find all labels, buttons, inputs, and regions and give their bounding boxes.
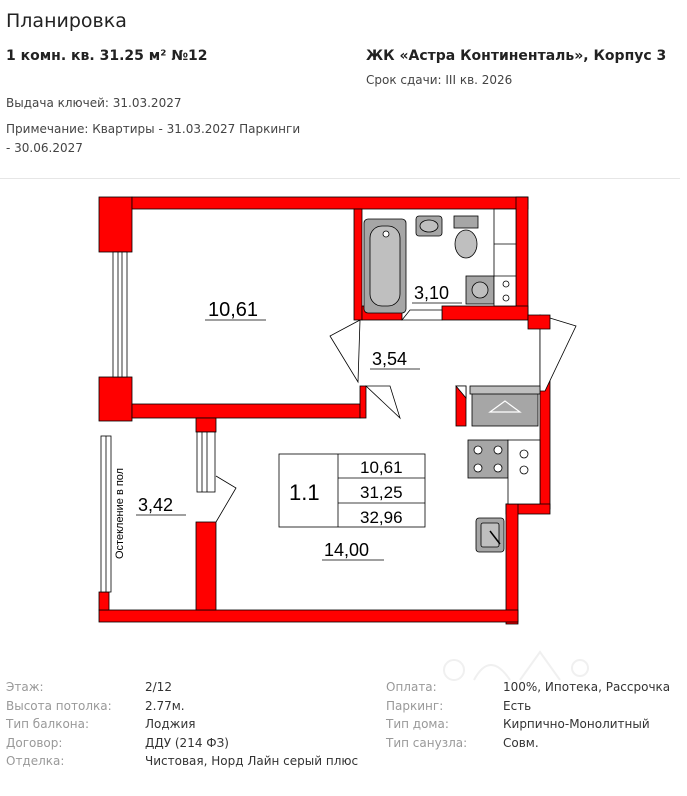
spec-label: Отделка:: [6, 754, 65, 769]
toilet: [454, 216, 478, 228]
spec-value: Чистовая, Норд Лайн серый плюс: [145, 754, 359, 769]
spec-row-house-type: [386, 715, 670, 734]
spec-value: Лоджия: [145, 717, 196, 732]
spec-value: 100%, Ипотека, Рассрочка: [503, 680, 671, 695]
spec-value: Кирпично-Монолитный: [503, 717, 650, 732]
note-text: Примечание: Квартиры - 31.03.2027 Паркинги - 30.06.2027: [6, 122, 301, 155]
spec-label: Оплата:: [386, 680, 437, 695]
spec-label: Высота потолка:: [6, 698, 112, 713]
spec-row-balcony: [6, 715, 358, 734]
glazing-label: Остекление в пол: [114, 467, 126, 559]
wall: [354, 209, 362, 320]
deadline-text: Срок сдачи: III кв. 2026: [366, 73, 513, 87]
wall: [516, 197, 528, 315]
room-area-label: 10,61: [208, 299, 259, 321]
wardrobe: [472, 390, 538, 426]
loggia-area-label: 3,42: [138, 495, 174, 515]
window: [113, 252, 127, 377]
apartment-number: 1.1: [289, 480, 320, 505]
spec-label: Тип балкона:: [6, 717, 90, 732]
spec-row-bathroom: [386, 734, 670, 753]
spec-label: Договор:: [6, 735, 63, 750]
wall: [360, 386, 366, 418]
shelf: [494, 209, 516, 306]
divider: [0, 178, 680, 179]
wall: [99, 377, 132, 421]
kitchen-area-label: 14,00: [324, 540, 370, 560]
wall: [132, 404, 360, 418]
spec-value: Есть: [503, 698, 532, 713]
door: [197, 432, 215, 492]
keys-issue-text: Выдача ключей: 31.03.2027: [6, 96, 182, 110]
spec-row-contract: [6, 734, 358, 753]
wall: [196, 418, 216, 432]
spec-row-finish: [6, 752, 358, 771]
wall: [99, 592, 109, 610]
summary-with-loggia: 32,96: [360, 508, 403, 527]
bath-area-label: 3,10: [414, 283, 450, 303]
page-title: Планировка: [6, 10, 127, 32]
hall-area-label: 3,54: [372, 349, 408, 369]
spec-label: Тип дома:: [386, 717, 449, 732]
spec-row-ceiling: [6, 697, 358, 716]
summary-total: 31,25: [360, 483, 403, 502]
wall: [506, 504, 518, 624]
wall: [99, 197, 132, 252]
specs-right: [386, 678, 670, 752]
spec-row-floor: [6, 678, 358, 697]
stove: [468, 440, 508, 478]
spec-label: Этаж:: [6, 680, 44, 695]
spec-value: 2/12: [145, 680, 172, 695]
spec-label: Паркинг:: [386, 698, 444, 713]
floor-plan: [0, 186, 600, 646]
spec-row-parking: [386, 697, 670, 716]
wall: [442, 306, 528, 320]
spec-value: 2.77м.: [145, 698, 185, 713]
wall: [132, 197, 528, 209]
wall: [196, 522, 216, 610]
flat-title: 1 комн. кв. 31.25 м² №12: [6, 48, 208, 64]
spec-label: Тип санузла:: [386, 735, 468, 750]
spec-value: ДДУ (214 ФЗ): [145, 735, 229, 750]
wall: [99, 610, 518, 622]
spec-row-payment: [386, 678, 670, 697]
specs-left: [6, 678, 358, 771]
complex-name[interactable]: ЖК «Астра Континенталь», Корпус 3: [366, 48, 667, 64]
spec-value: Совм.: [503, 735, 539, 750]
summary-living: 10,61: [360, 458, 403, 477]
